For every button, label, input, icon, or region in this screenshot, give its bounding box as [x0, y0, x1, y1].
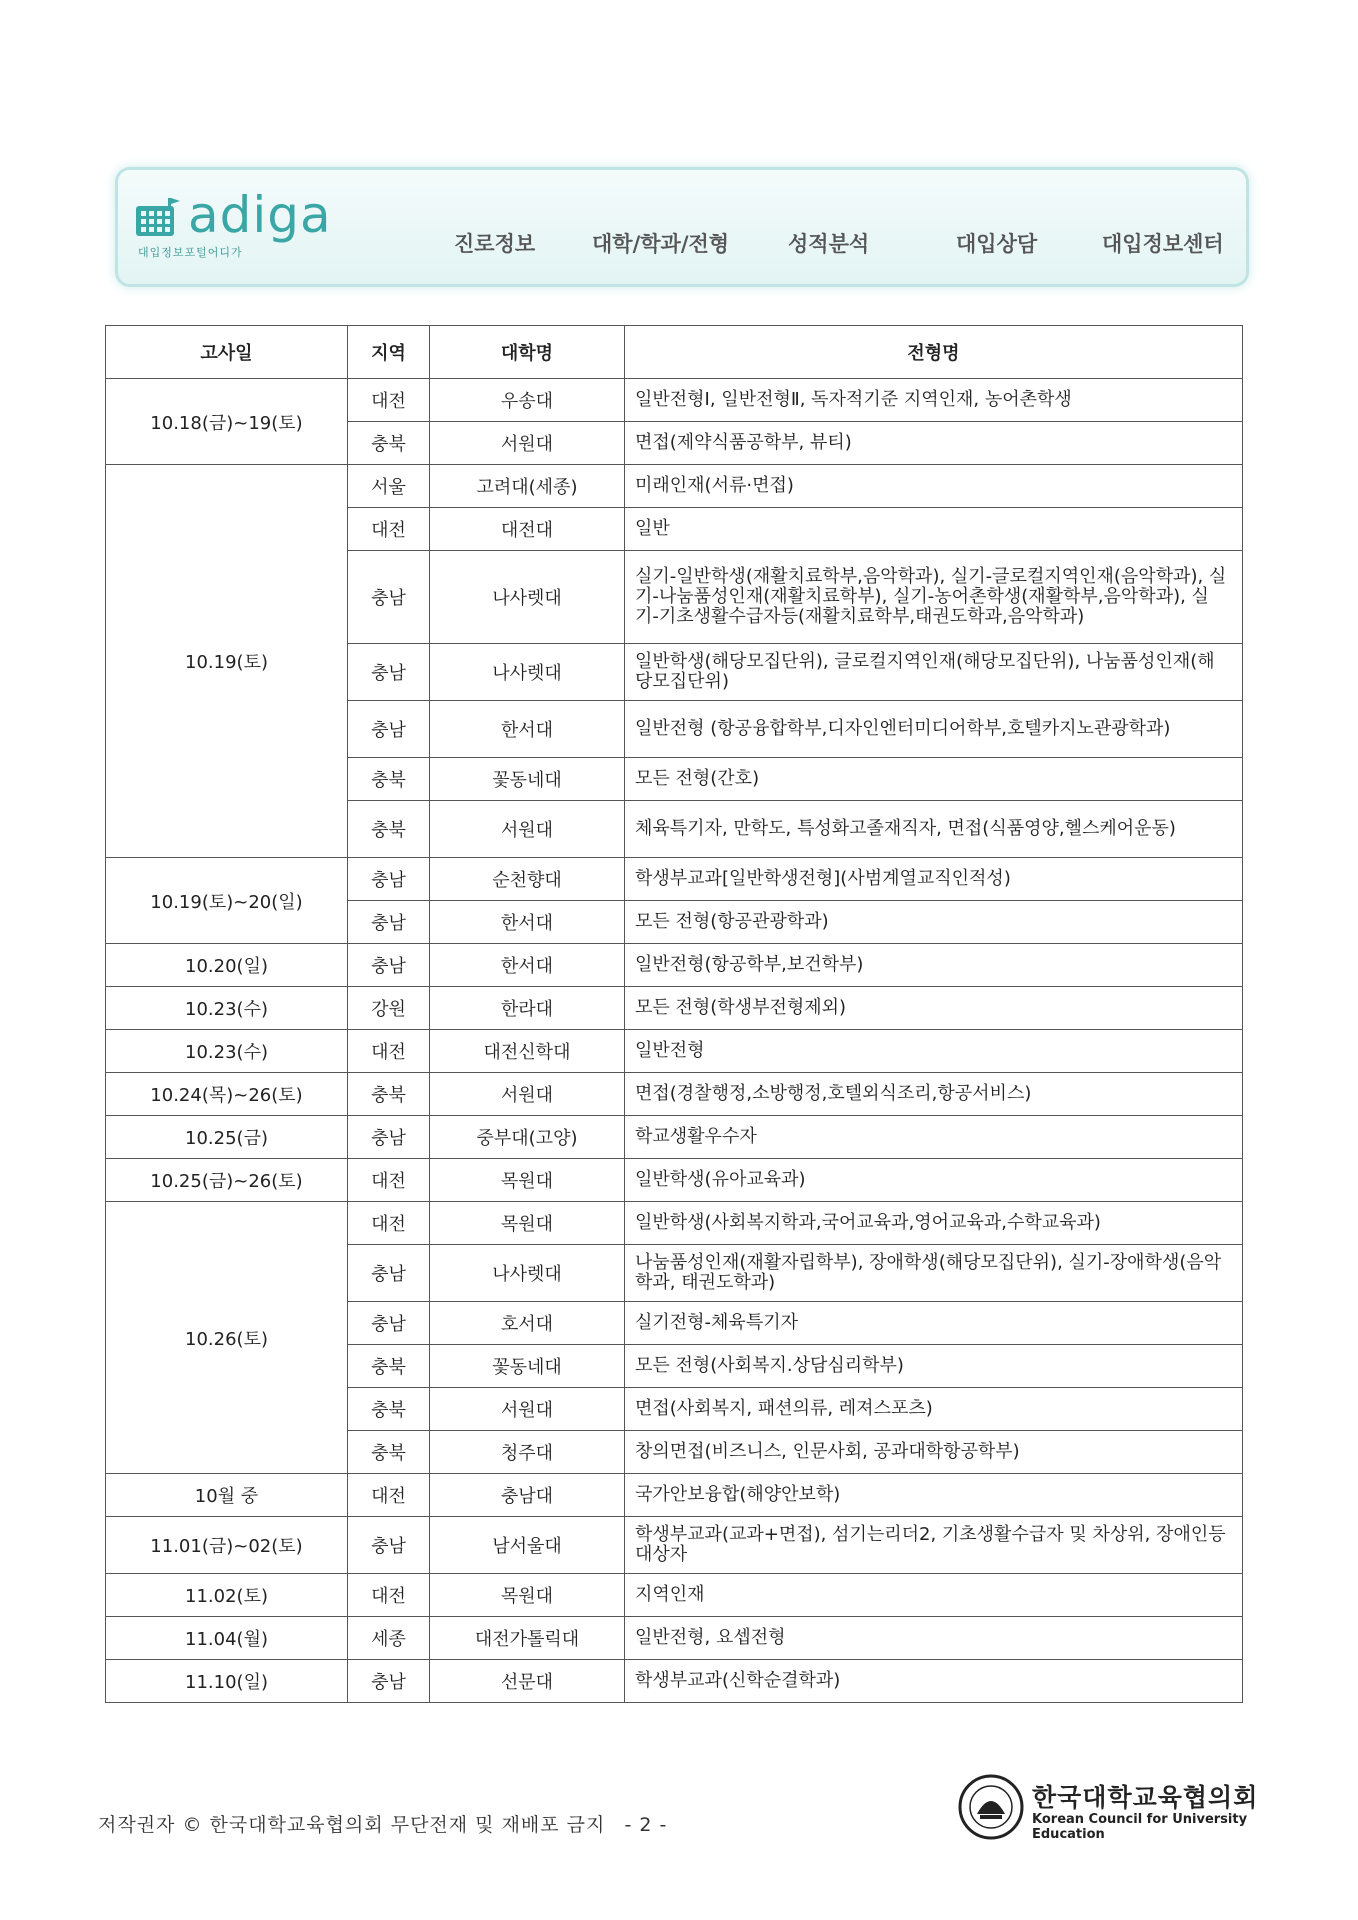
kcue-name-english: Korean Council for University Education [1032, 1812, 1248, 1842]
university-cell: 목원대 [430, 1202, 625, 1245]
copyright-text: 저작권자 © 한국대학교육협의회 무단전재 및 재배포 금지 [98, 1814, 606, 1836]
university-cell: 꽃동네대 [430, 1345, 625, 1388]
building-icon [134, 198, 182, 238]
admission-type-cell: 학생부교과[일반학생전형](사범계열교직인적성) [625, 858, 1243, 901]
logo-subtitle: 대입정보포털어디가 [138, 246, 243, 259]
region-cell: 충북 [348, 1073, 430, 1116]
header-exam-date: 고사일 [106, 326, 348, 379]
university-cell: 서원대 [430, 801, 625, 858]
region-cell: 충남 [348, 1116, 430, 1159]
region-cell: 충북 [348, 1388, 430, 1431]
table-row [106, 1116, 1243, 1159]
region-cell: 대전 [348, 1159, 430, 1202]
exam-date-cell: 11.02(토) [106, 1574, 348, 1617]
table-row [106, 1660, 1243, 1703]
region-cell: 세종 [348, 1617, 430, 1660]
region-cell: 충남 [348, 1302, 430, 1345]
adiga-header-banner [118, 170, 1246, 284]
admission-type-cell: 창의면접(비즈니스, 인문사회, 공과대학항공학부) [625, 1431, 1243, 1474]
region-cell: 대전 [348, 1474, 430, 1517]
exam-date-cell: 10.25(금)~26(토) [106, 1159, 348, 1202]
region-cell: 강원 [348, 987, 430, 1030]
exam-date-cell: 10.19(토)~20(일) [106, 858, 348, 944]
university-cell: 목원대 [430, 1159, 625, 1202]
region-cell: 충북 [348, 1431, 430, 1474]
admission-type-cell: 일반전형, 요셉전형 [625, 1617, 1243, 1660]
table-row [106, 1073, 1243, 1116]
admission-type-cell: 모든 전형(사회복지.상담심리학부) [625, 1345, 1243, 1388]
university-cell: 꽃동네대 [430, 758, 625, 801]
region-cell: 충남 [348, 551, 430, 644]
university-cell: 한서대 [430, 944, 625, 987]
admission-type-cell: 일반학생(사회복지학과,국어교육과,영어교육과,수학교육과) [625, 1202, 1243, 1245]
university-cell: 대전가톨릭대 [430, 1617, 625, 1660]
university-cell: 나사렛대 [430, 644, 625, 701]
region-cell: 대전 [348, 1202, 430, 1245]
university-cell: 순천향대 [430, 858, 625, 901]
exam-date-cell: 11.04(월) [106, 1617, 348, 1660]
admission-type-cell: 미래인재(서류·면접) [625, 465, 1243, 508]
exam-date-cell: 11.01(금)~02(토) [106, 1517, 348, 1574]
university-cell: 호서대 [430, 1302, 625, 1345]
admission-type-cell: 지역인재 [625, 1574, 1243, 1617]
admission-type-cell: 학교생활우수자 [625, 1116, 1243, 1159]
university-cell: 한서대 [430, 701, 625, 758]
adiga-logo[interactable] [134, 186, 364, 266]
admission-type-cell: 모든 전형(학생부전형제외) [625, 987, 1243, 1030]
table-row [106, 1517, 1243, 1574]
table-row [106, 1202, 1243, 1245]
admission-type-cell: 면접(사회복지, 패션의류, 레져스포츠) [625, 1388, 1243, 1431]
header-university: 대학명 [430, 326, 625, 379]
admission-type-cell: 학생부교과(교과+면접), 섬기는리더2, 기초생활수급자 및 차상위, 장애인등 대상자 [625, 1517, 1243, 1574]
exam-date-cell: 10.20(일) [106, 944, 348, 987]
table-header-row [106, 326, 1243, 379]
admission-type-cell: 면접(경찰행정,소방행정,호텔외식조리,항공서비스) [625, 1073, 1243, 1116]
university-cell: 한서대 [430, 901, 625, 944]
admission-type-cell: 일반전형Ⅰ, 일반전형Ⅱ, 독자적기준 지역인재, 농어촌학생 [625, 379, 1243, 422]
admission-type-cell: 실기-일반학생(재활치료학부,음악학과), 실기-글로컬지역인재(음악학과), 실기-나눔품성인재(재활치료학부), 실기-농어촌학생(재활학부,음악학과), 실기-기초생활수급자등(재활치료학부,태권도학과,음악학과) [625, 551, 1243, 644]
exam-date-cell: 10.24(목)~26(토) [106, 1073, 348, 1116]
admission-type-cell: 일반전형(항공학부,보건학부) [625, 944, 1243, 987]
university-cell: 고려대(세종) [430, 465, 625, 508]
copyright-footer [98, 1810, 667, 1837]
kcue-name-korean: 한국대학교육협의회 [1032, 1783, 1259, 1812]
admission-type-cell: 나눔품성인재(재활자립학부), 장애학생(해당모집단위), 실기-장애학생(음악학과, 태권도학과) [625, 1245, 1243, 1302]
region-cell: 충남 [348, 1660, 430, 1703]
table-row [106, 379, 1243, 422]
kcue-seal-icon [958, 1774, 1024, 1840]
logo-wordmark: adiga [188, 186, 332, 244]
admission-type-cell: 일반학생(유아교육과) [625, 1159, 1243, 1202]
table-row [106, 1617, 1243, 1660]
region-cell: 대전 [348, 1030, 430, 1073]
table-row [106, 987, 1243, 1030]
exam-date-cell: 10.23(수) [106, 987, 348, 1030]
header-region: 지역 [348, 326, 430, 379]
admission-type-cell: 모든 전형(간호) [625, 758, 1243, 801]
university-cell: 남서울대 [430, 1517, 625, 1574]
university-cell: 서원대 [430, 1073, 625, 1116]
region-cell: 충북 [348, 1345, 430, 1388]
nav-admission-info-center[interactable]: 대입정보센터 [1102, 232, 1224, 256]
admission-type-cell: 국가안보융합(해양안보학) [625, 1474, 1243, 1517]
table-row [106, 944, 1243, 987]
region-cell: 충북 [348, 422, 430, 465]
page-number: - 2 - [624, 1814, 668, 1836]
nav-admission-counsel[interactable]: 대입상담 [956, 232, 1038, 256]
admission-type-cell: 모든 전형(항공관광학과) [625, 901, 1243, 944]
exam-date-cell: 11.10(일) [106, 1660, 348, 1703]
university-cell: 목원대 [430, 1574, 625, 1617]
nav-score-analysis[interactable]: 성적분석 [788, 232, 870, 256]
university-cell: 나사렛대 [430, 551, 625, 644]
table-row [106, 1159, 1243, 1202]
region-cell: 충북 [348, 758, 430, 801]
admission-type-cell: 체육특기자, 만학도, 특성화고졸재직자, 면접(식품영양,헬스케어운동) [625, 801, 1243, 858]
exam-schedule-table [105, 325, 1243, 1703]
admission-type-cell: 일반 [625, 508, 1243, 551]
university-cell: 충남대 [430, 1474, 625, 1517]
admission-type-cell: 학생부교과(신학순결학과) [625, 1660, 1243, 1703]
university-cell: 나사렛대 [430, 1245, 625, 1302]
region-cell: 충남 [348, 644, 430, 701]
region-cell: 충남 [348, 701, 430, 758]
region-cell: 충남 [348, 901, 430, 944]
region-cell: 충남 [348, 944, 430, 987]
table-row [106, 1030, 1243, 1073]
university-cell: 청주대 [430, 1431, 625, 1474]
region-cell: 충남 [348, 858, 430, 901]
university-cell: 대전대 [430, 508, 625, 551]
nav-career-info[interactable]: 진로정보 [454, 232, 536, 256]
table-row [106, 1474, 1243, 1517]
exam-date-cell: 10.26(토) [106, 1202, 348, 1474]
university-cell: 선문대 [430, 1660, 625, 1703]
table-row [106, 1574, 1243, 1617]
admission-type-cell: 면접(제약식품공학부, 뷰티) [625, 422, 1243, 465]
university-cell: 중부대(고양) [430, 1116, 625, 1159]
region-cell: 대전 [348, 1574, 430, 1617]
table-row [106, 858, 1243, 901]
region-cell: 대전 [348, 508, 430, 551]
header-admission-type: 전형명 [625, 326, 1243, 379]
admission-type-cell: 일반전형 (항공융합학부,디자인엔터미디어학부,호텔카지노관광학과) [625, 701, 1243, 758]
region-cell: 대전 [348, 379, 430, 422]
admission-type-cell: 일반학생(해당모집단위), 글로컬지역인재(해당모집단위), 나눔품성인재(해당모집단위) [625, 644, 1243, 701]
exam-date-cell: 10.19(토) [106, 465, 348, 858]
university-cell: 우송대 [430, 379, 625, 422]
exam-date-cell: 10.25(금) [106, 1116, 348, 1159]
university-cell: 한라대 [430, 987, 625, 1030]
region-cell: 충남 [348, 1517, 430, 1574]
nav-univ-dept-admission[interactable]: 대학/학과/전형 [592, 232, 730, 256]
university-cell: 서원대 [430, 1388, 625, 1431]
exam-date-cell: 10.23(수) [106, 1030, 348, 1073]
region-cell: 서울 [348, 465, 430, 508]
region-cell: 충북 [348, 801, 430, 858]
table-row [106, 465, 1243, 508]
admission-type-cell: 일반전형 [625, 1030, 1243, 1073]
university-cell: 대전신학대 [430, 1030, 625, 1073]
exam-date-cell: 10월 중 [106, 1474, 348, 1517]
university-cell: 서원대 [430, 422, 625, 465]
kcue-logo [958, 1774, 1278, 1850]
exam-date-cell: 10.18(금)~19(토) [106, 379, 348, 465]
region-cell: 충남 [348, 1245, 430, 1302]
admission-type-cell: 실기전형-체육특기자 [625, 1302, 1243, 1345]
